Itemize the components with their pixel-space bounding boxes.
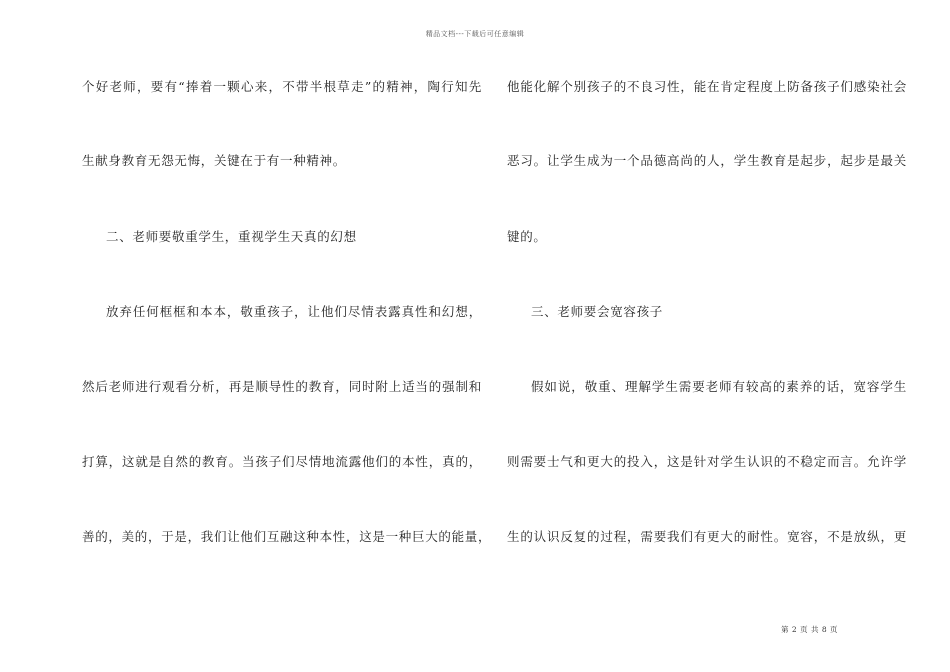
paragraph-line: 生的认识反复的过程，需要我们有更大的耐性。宽容，不是放纵，更 — [507, 529, 907, 544]
paragraph-line: 假如说，敬重、理解学生需要老师有较高的素养的话，宽容学生 — [531, 379, 907, 394]
paragraph-line: 恶习。让学生成为一个品德高尚的人，学生教育是起步，起步是最关 — [507, 153, 907, 168]
paragraph-line: 生献身教育无怨无悔，关键在于有一种精神。 — [82, 153, 347, 168]
paragraph-line: 放弃任何框框和本本，敬重孩子，让他们尽情表露真性和幻想， — [106, 304, 482, 319]
section-heading: 二、老师要敬重学生，重视学生天真的幻想 — [106, 229, 357, 244]
paragraph-line: 他能化解个别孩子的不良习性，能在肯定程度上防备孩子们感染社会 — [507, 79, 907, 94]
page-number: 第 2 页 共 8 页 — [781, 625, 838, 634]
paragraph-line: 打算，这就是自然的教育。当孩子们尽情地流露他们的本性，真的， — [82, 454, 482, 469]
paragraph-line: 善的，美的，于是，我们让他们互融这种本性，这是一种巨大的能量， — [82, 529, 492, 544]
paragraph-line: 则需要士气和更大的投入，这是针对学生认识的不稳定而言。允许学 — [507, 454, 907, 469]
page-header: 精品文档---下载后可任意编辑 — [425, 30, 525, 38]
paragraph-line: 键的。 — [507, 229, 547, 244]
section-heading: 三、老师要会宽容孩子 — [531, 304, 664, 319]
paragraph-line: 个好老师，要有“捧着一颗心来，不带半根草走”的精神，陶行知先 — [82, 79, 482, 94]
paragraph-line: 然后老师进行观看分析，再是顺导性的教育，同时附上适当的强制和 — [82, 379, 482, 394]
